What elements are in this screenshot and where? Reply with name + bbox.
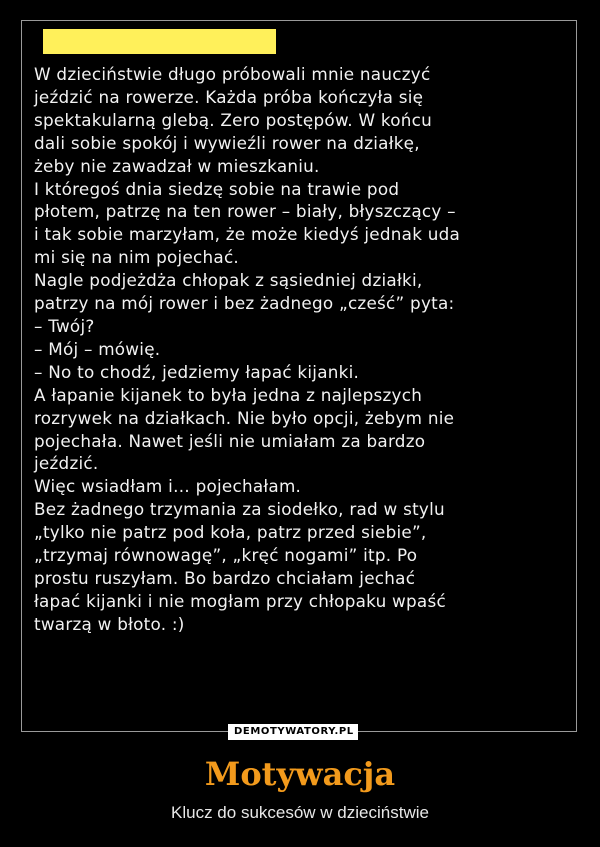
story-line: Nagle podjeżdża chłopak z sąsiedniej działki,: [34, 270, 423, 291]
story-line: A łapanie kijanek to była jedna z najlepszych: [34, 384, 423, 405]
story-line: – No to chodź, jedziemy łapać kijanki.: [34, 361, 360, 382]
story-line: dali sobie spokój i wywieźli rower na działkę,: [34, 132, 420, 153]
story-line: – Twój?: [34, 315, 95, 336]
story-line: prostu ruszyłam. Bo bardzo chciałam jechać: [34, 567, 416, 588]
story-line: rozrywek na działkach. Nie było opcji, żebym nie: [34, 407, 455, 428]
story-line: W dzieciństwie długo próbowali mnie nauczyć: [34, 64, 431, 84]
story-line: twarzą w błoto. :): [34, 613, 185, 634]
story-line: mi się na nim pojechać.: [34, 247, 240, 268]
story-line: Bez żadnego trzymania za siodełko, rad w stylu: [34, 499, 445, 520]
story-line: płotem, patrzę na ten rower – biały, błyszczący –: [34, 201, 456, 222]
demotywatory-watermark[interactable]: DEMOTYWATORY.PL: [228, 724, 358, 740]
story-line: I któregoś dnia siedzę sobie na trawie pod: [34, 178, 400, 199]
story-line: patrzy na mój rower i bez żadnego „cześć” pyta:: [34, 293, 455, 314]
story-line: i tak sobie marzyłam, że może kiedyś jednak uda: [34, 224, 461, 245]
poster-image: [26, 25, 572, 727]
story-line: żeby nie zawadzał w mieszkaniu.: [34, 155, 320, 176]
story-line: – Mój – mówię.: [34, 338, 161, 359]
story-line: jeździć na rowerze. Każda próba kończyła się: [34, 86, 424, 107]
story-line: Więc wsiadłam i… pojechałam.: [34, 476, 302, 497]
demotivator-title: Motywacja: [204, 755, 396, 793]
story-line: „tylko nie patrz pod koła, patrz przed siebie”,: [34, 522, 427, 543]
story-line: łapać kijanki i nie mogłam przy chłopaku wpaść: [34, 590, 446, 611]
censor-bar: [43, 29, 276, 54]
story-line: pojechała. Nawet jeśli nie umiałam za bardzo: [34, 430, 426, 451]
story-line: jeździć.: [34, 453, 99, 474]
story-line: „trzymaj równowagę”, „kręć nogami” itp. Po: [34, 545, 418, 566]
story-line: spektakularną glebą. Zero postępów. W końcu: [34, 109, 433, 130]
story-text: [34, 63, 566, 636]
demotivator-subtitle: Klucz do sukcesów w dzieciństwie: [171, 803, 429, 822]
